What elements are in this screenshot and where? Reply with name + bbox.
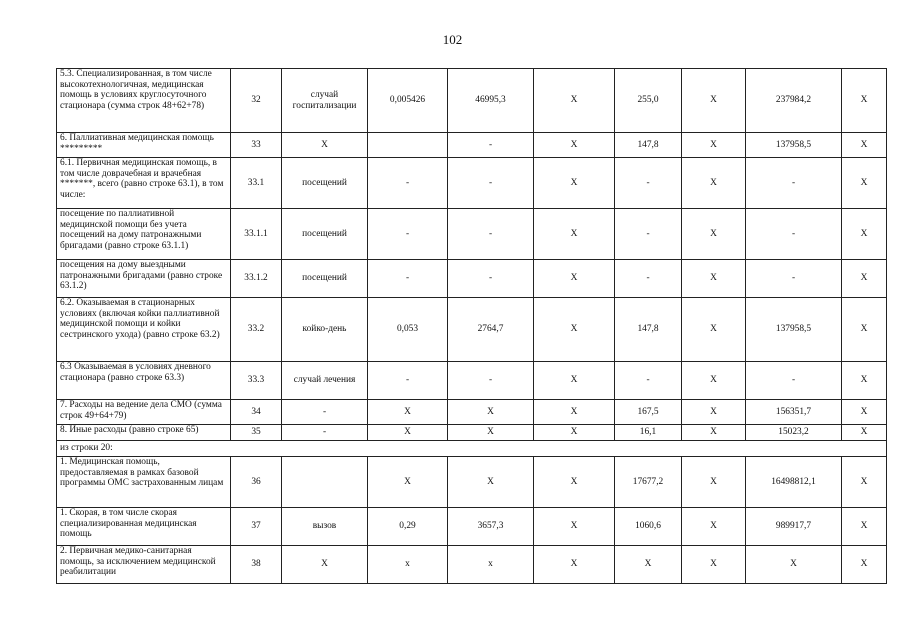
table-row xyxy=(57,546,887,584)
row-label: 2. Первичная медико-санитарная помощь, за исключением медицинской реабилитации xyxy=(57,546,231,584)
table-cell: 237984,2 xyxy=(746,69,842,133)
table-cell: X xyxy=(448,425,534,441)
table-cell: 0,053 xyxy=(368,298,448,362)
table-cell: X xyxy=(368,400,448,425)
table-cell: 167,5 xyxy=(615,400,682,425)
table-row xyxy=(57,362,887,400)
table-cell: 137958,5 xyxy=(746,298,842,362)
table-cell: X xyxy=(842,508,887,546)
table-cell: - xyxy=(282,400,368,425)
table-cell: - xyxy=(448,362,534,400)
table-cell: посещений xyxy=(282,158,368,209)
table-cell: X xyxy=(682,158,746,209)
table-cell: 16498812,1 xyxy=(746,457,842,508)
table-cell: посещений xyxy=(282,209,368,260)
table-cell: X xyxy=(682,133,746,158)
table-cell xyxy=(282,457,368,508)
table-cell: x xyxy=(448,546,534,584)
table-cell: X xyxy=(534,400,615,425)
row-label: из строки 20: xyxy=(57,441,887,457)
table-cell: X xyxy=(282,133,368,158)
table-row xyxy=(57,425,887,441)
table-row xyxy=(57,400,887,425)
table-row xyxy=(57,457,887,508)
table-cell: 35 xyxy=(231,425,282,441)
table-cell: X xyxy=(842,362,887,400)
table-cell: 33 xyxy=(231,133,282,158)
table-cell: посещений xyxy=(282,260,368,298)
data-table xyxy=(56,68,887,584)
row-label: 1. Медицинская помощь, предоставляемая в рамках базовой программы ОМС застрахованным лицам xyxy=(57,457,231,508)
table-cell: 147,8 xyxy=(615,133,682,158)
table-cell: X xyxy=(448,400,534,425)
table-cell: X xyxy=(448,457,534,508)
table-row xyxy=(57,441,887,457)
table-cell: 33.1.1 xyxy=(231,209,282,260)
table-cell: X xyxy=(615,546,682,584)
table-cell: X xyxy=(682,362,746,400)
table-cell: x xyxy=(368,546,448,584)
row-label: 5.3. Специализированная, в том числе высокотехнологичная, медицинская помощь в условиях круглосуточного стационара (сумма строк 48+62+78) xyxy=(57,69,231,133)
row-label: 6.1. Первичная медицинская помощь, в том числе доврачебная и врачебная *******, всего (равно строке 63.1), в том числе: xyxy=(57,158,231,209)
table-cell: 989917,7 xyxy=(746,508,842,546)
table-cell: X xyxy=(842,546,887,584)
row-label: 6.2. Оказываемая в стационарных условиях (включая койки паллиативной медицинской помощи и койки сестринского ухода) (равно строке 63.2) xyxy=(57,298,231,362)
table-cell xyxy=(368,133,448,158)
table-cell: - xyxy=(615,158,682,209)
table-cell: - xyxy=(746,158,842,209)
table-cell: X xyxy=(534,209,615,260)
table-cell: - xyxy=(368,209,448,260)
table-cell: - xyxy=(448,209,534,260)
table-cell: X xyxy=(682,546,746,584)
table-row xyxy=(57,209,887,260)
table-cell: X xyxy=(842,457,887,508)
table-cell: 0,29 xyxy=(368,508,448,546)
table-cell: X xyxy=(842,298,887,362)
row-label: 6.3 Оказываемая в условиях дневного стационара (равно строке 63.3) xyxy=(57,362,231,400)
table-cell: - xyxy=(448,133,534,158)
table-cell: X xyxy=(534,425,615,441)
table-cell: X xyxy=(534,133,615,158)
table-row xyxy=(57,69,887,133)
table-cell: 37 xyxy=(231,508,282,546)
table-cell: случай лечения xyxy=(282,362,368,400)
table-cell: X xyxy=(842,209,887,260)
table-cell: 36 xyxy=(231,457,282,508)
table-cell: 1060,6 xyxy=(615,508,682,546)
table-cell: X xyxy=(842,133,887,158)
table-cell: 16,1 xyxy=(615,425,682,441)
table-cell: 2764,7 xyxy=(448,298,534,362)
table-cell: X xyxy=(682,425,746,441)
table-cell: 33.1 xyxy=(231,158,282,209)
table-cell: X xyxy=(682,298,746,362)
table-cell: 33.3 xyxy=(231,362,282,400)
table-cell: - xyxy=(448,158,534,209)
table-row xyxy=(57,260,887,298)
row-label: 7. Расходы на ведение дела СМО (сумма строк 49+64+79) xyxy=(57,400,231,425)
table-cell: - xyxy=(615,209,682,260)
table-cell: X xyxy=(842,425,887,441)
table-cell: X xyxy=(534,508,615,546)
table-cell: - xyxy=(368,362,448,400)
table-cell: - xyxy=(368,158,448,209)
table-cell: койко-день xyxy=(282,298,368,362)
table-cell: - xyxy=(448,260,534,298)
table-cell: 0,005426 xyxy=(368,69,448,133)
page-number: 102 xyxy=(442,32,463,47)
table-cell: - xyxy=(282,425,368,441)
table-cell: X xyxy=(534,457,615,508)
table-cell: X xyxy=(842,158,887,209)
table-cell: X xyxy=(534,69,615,133)
table-cell: X xyxy=(368,425,448,441)
table-cell: X xyxy=(282,546,368,584)
table-cell: - xyxy=(746,260,842,298)
table-cell: 32 xyxy=(231,69,282,133)
table-cell: вызов xyxy=(282,508,368,546)
row-label: посещение по паллиативной медицинской помощи без учета посещений на дому патронажными бригадами (равно строке 63.1.1) xyxy=(57,209,231,260)
table-cell: 147,8 xyxy=(615,298,682,362)
table-cell: X xyxy=(842,260,887,298)
table-cell: - xyxy=(746,209,842,260)
table-cell: 255,0 xyxy=(615,69,682,133)
table-cell: 34 xyxy=(231,400,282,425)
table-cell: 46995,3 xyxy=(448,69,534,133)
table-row xyxy=(57,158,887,209)
table-row xyxy=(57,133,887,158)
table-cell: X xyxy=(534,260,615,298)
table-row xyxy=(57,298,887,362)
table-cell: - xyxy=(615,260,682,298)
row-label: 8. Иные расходы (равно строке 65) xyxy=(57,425,231,441)
row-label: 1. Скорая, в том числе скорая специализированная медицинская помощь xyxy=(57,508,231,546)
table-cell: 33.1.2 xyxy=(231,260,282,298)
table-cell: X xyxy=(682,260,746,298)
table-cell: 137958,5 xyxy=(746,133,842,158)
table-cell: 156351,7 xyxy=(746,400,842,425)
table-cell: X xyxy=(682,209,746,260)
table-cell: X xyxy=(842,400,887,425)
table-cell: X xyxy=(534,546,615,584)
table-cell: 33.2 xyxy=(231,298,282,362)
table-cell: X xyxy=(368,457,448,508)
table-cell: X xyxy=(534,298,615,362)
table-cell: - xyxy=(746,362,842,400)
table-cell: X xyxy=(842,69,887,133)
table-row xyxy=(57,508,887,546)
table-cell: X xyxy=(534,362,615,400)
table-cell: 15023,2 xyxy=(746,425,842,441)
table-cell: 38 xyxy=(231,546,282,584)
table-cell: - xyxy=(615,362,682,400)
table-cell: X xyxy=(534,158,615,209)
table-cell: X xyxy=(682,508,746,546)
table-cell: 3657,3 xyxy=(448,508,534,546)
row-label: 6. Паллиативная медицинская помощь ********* xyxy=(57,133,231,158)
row-label: посещения на дому выездными патронажными бригадами (равно строке 63.1.2) xyxy=(57,260,231,298)
table-cell: X xyxy=(682,400,746,425)
table-cell: - xyxy=(368,260,448,298)
table-cell: случай госпитализации xyxy=(282,69,368,133)
table-cell: X xyxy=(746,546,842,584)
table-cell: X xyxy=(682,457,746,508)
table-cell: 17677,2 xyxy=(615,457,682,508)
table-cell: X xyxy=(682,69,746,133)
